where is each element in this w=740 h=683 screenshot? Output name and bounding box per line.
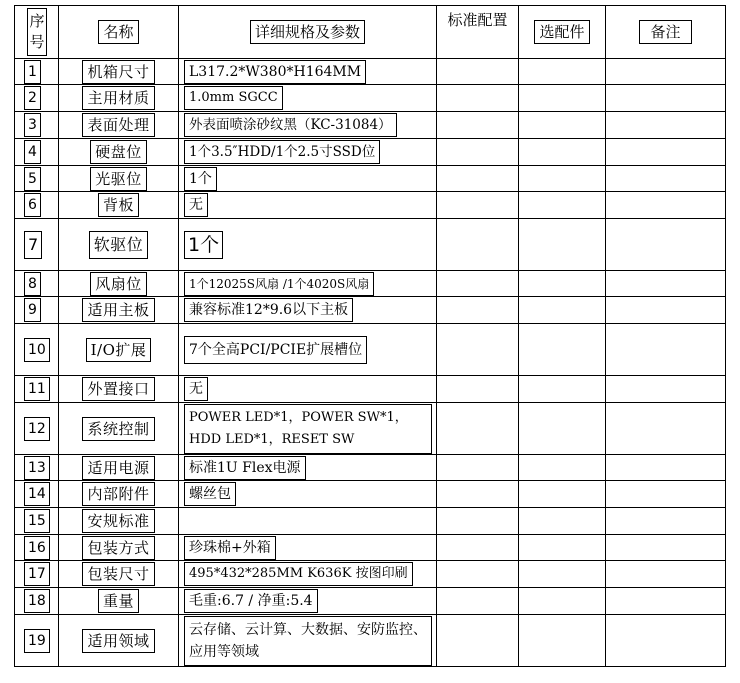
row-name: 软驱位 (89, 231, 149, 259)
optional-cell (519, 166, 606, 192)
remark-cell (606, 297, 726, 324)
row-name: I/O扩展 (86, 338, 152, 362)
optional-cell (519, 59, 606, 85)
row-name: 安规标准 (82, 509, 154, 533)
table-row (15, 112, 726, 139)
header-standard: 标准配置 (447, 11, 508, 29)
optional-cell (519, 535, 606, 561)
row-name: 包装尺寸 (82, 562, 154, 586)
table-row (15, 324, 726, 376)
row-name: 表面处理 (82, 113, 154, 137)
row-number: 2 (24, 86, 41, 110)
remark-cell (606, 59, 726, 85)
remark-cell (606, 561, 726, 588)
optional-cell (519, 403, 606, 455)
row-number: 7 (24, 231, 42, 259)
standard-cell (437, 376, 519, 403)
row-number: 13 (24, 456, 50, 480)
spec-table (14, 5, 726, 667)
row-spec: 无 (184, 377, 208, 401)
row-spec: 毛重:6.7 / 净重:5.4 (184, 589, 318, 613)
header-spec: 详细规格及参数 (250, 20, 365, 44)
standard-cell (437, 192, 519, 219)
standard-cell (437, 297, 519, 324)
row-name: 内部附件 (82, 482, 154, 506)
header-no: 序号 (27, 8, 47, 56)
row-name: 外置接口 (82, 377, 154, 401)
row-number: 10 (24, 338, 50, 362)
row-name: 适用电源 (82, 456, 154, 480)
optional-cell (519, 561, 606, 588)
header-standard-cell (437, 6, 519, 59)
header-name-cell (59, 6, 179, 59)
optional-cell (519, 139, 606, 166)
header-remark-cell (606, 6, 726, 59)
remark-cell (606, 455, 726, 481)
table-row (15, 166, 726, 192)
remark-cell (606, 376, 726, 403)
standard-cell (437, 219, 519, 271)
row-name: 系统控制 (82, 417, 154, 441)
row-spec: 珍珠棉+外箱 (184, 536, 276, 560)
optional-cell (519, 376, 606, 403)
optional-cell (519, 588, 606, 615)
row-spec: 1个3.5″HDD/1个2.5寸SSD位 (184, 140, 380, 164)
row-name: 主用材质 (82, 86, 154, 110)
remark-cell (606, 139, 726, 166)
standard-cell (437, 561, 519, 588)
row-number: 8 (24, 272, 41, 296)
standard-cell (437, 271, 519, 297)
standard-cell (437, 59, 519, 85)
table-row (15, 403, 726, 455)
row-spec: 外表面喷涂砂纹黑（KC-31084） (184, 113, 397, 137)
row-number: 3 (24, 113, 41, 137)
standard-cell (437, 615, 519, 667)
row-spec: 1个 (184, 167, 217, 191)
table-row (15, 535, 726, 561)
row-spec: 1个 (184, 231, 223, 259)
standard-cell (437, 139, 519, 166)
optional-cell (519, 615, 606, 667)
row-name: 适用主板 (82, 298, 154, 322)
row-name: 包装方式 (82, 536, 154, 560)
row-number: 5 (24, 167, 41, 191)
table-row (15, 376, 726, 403)
optional-cell (519, 508, 606, 535)
row-name: 光驱位 (90, 167, 147, 191)
standard-cell (437, 535, 519, 561)
table-row (15, 561, 726, 588)
standard-cell (437, 324, 519, 376)
row-name: 重量 (98, 589, 139, 613)
row-spec: 兼容标准12*9.6以下主板 (184, 298, 353, 322)
table-row (15, 588, 726, 615)
table-row (15, 59, 726, 85)
row-name: 风扇位 (90, 272, 147, 296)
row-spec: 1个12025S风扇 /1个4020S风扇 (184, 272, 374, 296)
row-name: 背板 (98, 193, 139, 217)
optional-cell (519, 85, 606, 112)
remark-cell (606, 324, 726, 376)
header-row (15, 6, 726, 59)
optional-cell (519, 324, 606, 376)
remark-cell (606, 588, 726, 615)
header-optional-cell (519, 6, 606, 59)
row-spec: 云存储、云计算、大数据、安防监控、应用等领域 (184, 616, 432, 666)
optional-cell (519, 481, 606, 508)
optional-cell (519, 271, 606, 297)
optional-cell (519, 455, 606, 481)
standard-cell (437, 588, 519, 615)
table-row (15, 139, 726, 166)
standard-cell (437, 481, 519, 508)
remark-cell (606, 403, 726, 455)
table-row (15, 219, 726, 271)
remark-cell (606, 112, 726, 139)
remark-cell (606, 85, 726, 112)
standard-cell (437, 455, 519, 481)
optional-cell (519, 192, 606, 219)
remark-cell (606, 508, 726, 535)
table-row (15, 192, 726, 219)
row-spec: 标准1U Flex电源 (184, 456, 306, 480)
row-name: 适用领域 (82, 629, 154, 653)
optional-cell (519, 297, 606, 324)
row-number: 17 (24, 562, 50, 586)
optional-cell (519, 112, 606, 139)
standard-cell (437, 508, 519, 535)
row-name: 硬盘位 (90, 140, 147, 164)
remark-cell (606, 166, 726, 192)
row-number: 4 (24, 140, 41, 164)
row-spec: 螺丝包 (184, 482, 236, 506)
row-number: 18 (24, 589, 50, 613)
table-row (15, 85, 726, 112)
row-number: 15 (24, 509, 50, 533)
row-number: 14 (24, 482, 50, 506)
row-spec: 495*432*285MM K636K 按图印刷 (184, 562, 413, 586)
row-number: 19 (24, 629, 50, 653)
standard-cell (437, 112, 519, 139)
row-number: 12 (24, 417, 50, 441)
row-number: 6 (24, 193, 41, 217)
remark-cell (606, 535, 726, 561)
table-row (15, 508, 726, 535)
header-remark: 备注 (639, 20, 691, 44)
table-row (15, 271, 726, 297)
standard-cell (437, 85, 519, 112)
header-spec-cell (179, 6, 437, 59)
row-spec: 7个全高PCI/PCIE扩展槽位 (184, 336, 367, 364)
table-row (15, 481, 726, 508)
row-number: 16 (24, 536, 50, 560)
table-row (15, 455, 726, 481)
row-number: 1 (24, 60, 41, 84)
header-optional: 选配件 (534, 20, 589, 44)
table-row (15, 615, 726, 667)
row-name: 机箱尺寸 (82, 60, 154, 84)
remark-cell (606, 271, 726, 297)
remark-cell (606, 219, 726, 271)
standard-cell (437, 403, 519, 455)
row-number: 9 (24, 298, 41, 322)
standard-cell (437, 166, 519, 192)
row-spec: 无 (184, 193, 208, 217)
row-spec: POWER LED*1，POWER SW*1，HDD LED*1，RESET SW (184, 404, 432, 454)
row-number: 11 (24, 377, 50, 401)
optional-cell (519, 219, 606, 271)
header-no-cell (15, 6, 59, 59)
remark-cell (606, 192, 726, 219)
row-spec: L317.2*W380*H164MM (184, 60, 366, 84)
remark-cell (606, 615, 726, 667)
header-name: 名称 (98, 20, 138, 44)
remark-cell (606, 481, 726, 508)
row-spec: 1.0mm SGCC (184, 86, 283, 110)
table-row (15, 297, 726, 324)
